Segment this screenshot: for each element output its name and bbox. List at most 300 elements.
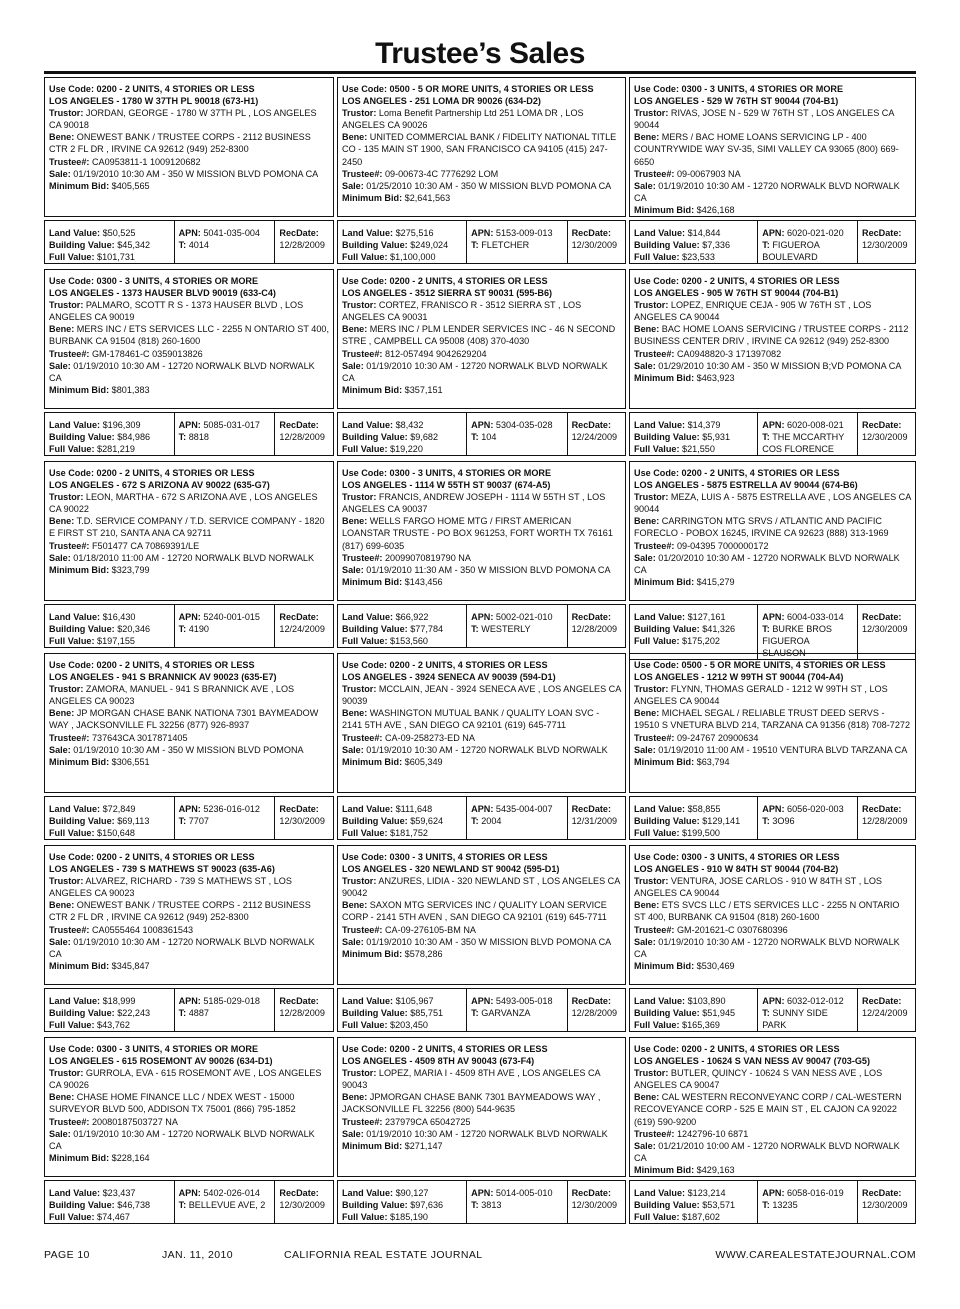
address-line: LOS ANGELES - 320 NEWLAND ST 90042 (595-D1) xyxy=(342,864,560,875)
field-label: T: xyxy=(471,1008,479,1018)
building-value: $5,931 xyxy=(702,432,731,442)
trustor-line xyxy=(49,875,329,899)
sale-line xyxy=(634,936,911,960)
trustee-line xyxy=(49,732,329,744)
trustee-line xyxy=(49,540,329,552)
building-value: $20,346 xyxy=(117,624,151,634)
apn-value: 5493-005-018 xyxy=(495,996,553,1006)
apn-value: 5236-016-012 xyxy=(203,804,260,814)
trustee-line xyxy=(634,924,911,936)
trustor-line xyxy=(634,1067,911,1091)
recdate-value: 12/28/2009 xyxy=(571,1008,618,1018)
trustee-value: CA0555464 1008361543 xyxy=(91,924,194,935)
field-label: Land Value: xyxy=(634,228,686,238)
field-label: Bene: xyxy=(634,1092,660,1103)
field-label: Sale: xyxy=(634,936,656,947)
listing-details xyxy=(44,269,334,409)
tract-value: 104 xyxy=(481,432,497,442)
use-code-line xyxy=(634,1043,911,1055)
sale-value: 01/18/2010 11:00 AM - 12720 NORWALK BLVD NORWALK xyxy=(73,552,315,563)
min-bid-value: $463,923 xyxy=(696,372,735,383)
apn-column xyxy=(758,605,858,659)
use-code-value: 0200 - 2 UNITS, 4 STORIES OR LESS xyxy=(96,84,255,94)
valuation-box xyxy=(629,412,916,456)
bene-value: WELLS FARGO HOME MTG / FIRST AMERICAN LOANSTAR TRUSTE - PO BOX 961253, FORT WORTH TX 76161 (817) 699-6035 xyxy=(342,516,613,551)
field-label: APN: xyxy=(471,612,494,622)
field-label: APN: xyxy=(762,804,785,814)
address-line: LOS ANGELES - 1373 HAUSER BLVD 90019 (633-C4) xyxy=(49,288,276,299)
bene-line xyxy=(634,131,911,167)
apn-column xyxy=(175,797,276,839)
recdate-value: 12/30/2009 xyxy=(571,240,618,250)
use-code-value: 0200 - 2 UNITS, 4 STORIES OR LESS xyxy=(96,468,255,478)
building-value: $129,141 xyxy=(702,816,741,826)
use-code-value: 0200 - 2 UNITS, 4 STORIES OR LESS xyxy=(96,852,255,862)
listing-details xyxy=(629,1037,916,1177)
trustee-value: 20099070819790 NA xyxy=(384,552,471,563)
use-code-line xyxy=(634,275,911,287)
min-bid-value: $429,163 xyxy=(696,1164,735,1175)
apn-column xyxy=(175,221,276,263)
field-label: T: xyxy=(471,1200,479,1210)
field-label: Trustor: xyxy=(49,492,84,503)
bene-line xyxy=(634,1091,911,1127)
field-label: T: xyxy=(178,1008,187,1018)
issue-date: JAN. 11, 2010 xyxy=(162,1249,233,1261)
sale-line xyxy=(49,936,329,960)
listing-cell xyxy=(337,461,626,651)
recdate-column xyxy=(568,797,625,839)
trustor-value: LEON, MARTHA - 672 S ARIZONA AVE , LOS ANGELES CA 90022 xyxy=(49,492,318,515)
field-label: Trustor: xyxy=(342,876,377,887)
field-label: T: xyxy=(471,816,479,826)
listing-details xyxy=(44,77,334,217)
field-label: Minimum Bid: xyxy=(342,384,403,395)
recdate-column xyxy=(858,797,915,839)
field-label: APN: xyxy=(762,228,785,238)
address-line: LOS ANGELES - 529 W 76TH ST 90044 (704-B1) xyxy=(634,96,839,107)
tract-value: BELLEVUE AVE, 2 xyxy=(188,1200,266,1210)
bene-line xyxy=(634,515,911,539)
land-value: $123,214 xyxy=(687,1188,726,1198)
values-column xyxy=(45,989,175,1031)
land-value: $196,309 xyxy=(102,420,141,430)
trustor-line xyxy=(49,683,329,707)
trustee-line xyxy=(634,168,911,180)
trustee-line xyxy=(634,540,911,552)
valuation-box xyxy=(44,220,334,264)
valuation-box xyxy=(629,220,916,264)
field-label: Bene: xyxy=(342,324,368,335)
bene-line xyxy=(342,323,621,347)
field-label: Land Value: xyxy=(634,804,686,814)
values-column xyxy=(338,605,467,647)
apn-value: 6032-012-012 xyxy=(787,996,844,1006)
field-label: Bene: xyxy=(342,516,368,527)
field-label: APN: xyxy=(178,228,201,238)
min-bid-value: $415,279 xyxy=(696,576,735,587)
trustor-value: LOPEZ, ENRIQUE CEJA - 905 W 76TH ST , LOS ANGELES CA 90044 xyxy=(634,300,872,323)
min-bid-line xyxy=(49,1152,329,1164)
trustor-value: MCCLAIN, JEAN - 3924 SENECA AVE , LOS ANGELES CA 90039 xyxy=(342,684,621,707)
land-value: $58,855 xyxy=(687,804,721,814)
use-code-value: 0300 - 3 UNITS, 4 STORIES OR MORE xyxy=(96,276,259,286)
field-label: Sale: xyxy=(49,552,71,563)
min-bid-value: $357,151 xyxy=(404,384,443,395)
full-value: $281,219 xyxy=(97,444,135,454)
field-label: Sale: xyxy=(342,564,364,575)
field-label: RecDate: xyxy=(279,228,319,238)
address-line: LOS ANGELES - 251 LOMA DR 90026 (634-D2) xyxy=(342,96,541,107)
trustor-line xyxy=(634,491,911,515)
field-label: Use Code: xyxy=(49,660,94,670)
field-label: Building Value: xyxy=(49,432,115,442)
recdate-column xyxy=(858,989,915,1031)
field-label: APN: xyxy=(762,420,785,430)
recdate-value: 12/31/2009 xyxy=(571,816,618,826)
use-code-line xyxy=(49,1043,329,1055)
field-label: Full Value: xyxy=(342,1212,388,1222)
land-value: $90,127 xyxy=(395,1188,429,1198)
land-value: $16,430 xyxy=(102,612,136,622)
field-label: Trustee#: xyxy=(342,552,383,563)
values-column xyxy=(338,1181,467,1223)
trustee-value: CA0948820-3 171397082 xyxy=(676,348,782,359)
tract-value: 7707 xyxy=(188,816,209,826)
use-code-value: 0200 - 2 UNITS, 4 STORIES OR LESS xyxy=(389,1044,548,1054)
field-label: Full Value: xyxy=(49,252,95,262)
field-label: Use Code: xyxy=(634,468,679,478)
address-line: LOS ANGELES - 1114 W 55TH ST 90037 (674-A5) xyxy=(342,480,551,491)
field-label: Land Value: xyxy=(634,612,686,622)
full-value: $203,450 xyxy=(390,1020,428,1030)
values-column xyxy=(630,797,758,839)
field-label: Trustor: xyxy=(342,684,377,695)
sale-value: 01/25/2010 10:30 AM - 350 W MISSION BLVD POMONA CA xyxy=(366,180,612,191)
field-label: Building Value: xyxy=(634,1200,700,1210)
field-label: Sale: xyxy=(634,360,656,371)
values-column xyxy=(630,989,758,1031)
trustor-line xyxy=(49,491,329,515)
listing-details xyxy=(629,77,916,217)
sale-value: 01/19/2010 10:30 AM - 12720 NORWALK BLVD NORWALK xyxy=(366,1128,608,1139)
field-label: Trustee#: xyxy=(342,168,383,179)
use-code-line xyxy=(49,275,329,287)
building-value: $41,326 xyxy=(702,624,736,634)
field-label: Trustee#: xyxy=(49,540,90,551)
bene-value: ONEWEST BANK / TRUSTEE CORPS - 2112 BUSINESS CTR 2 FL DR , IRVINE CA 92612 (949) 252-8300 xyxy=(49,132,311,155)
trustee-line xyxy=(342,168,621,180)
address-line: LOS ANGELES - 910 W 84TH ST 90044 (704-B2) xyxy=(634,864,839,875)
recdate-value: 12/28/2009 xyxy=(279,432,325,442)
field-label: RecDate: xyxy=(279,996,319,1006)
land-value: $105,967 xyxy=(395,996,434,1006)
bene-line xyxy=(634,707,911,731)
trustee-value: 09-04395 7000000172 xyxy=(676,540,769,551)
field-label: Bene: xyxy=(49,516,75,527)
field-label: Trustor: xyxy=(342,300,377,311)
full-value: $74,467 xyxy=(97,1212,130,1222)
field-label: Trustor: xyxy=(634,684,669,695)
address-line: LOS ANGELES - 3512 SIERRA ST 90031 (595-B6) xyxy=(342,288,553,299)
field-label: T: xyxy=(178,1200,187,1210)
min-bid-value: $2,641,563 xyxy=(404,192,451,203)
field-label: Use Code: xyxy=(634,276,679,286)
field-label: Use Code: xyxy=(634,660,679,670)
sale-line xyxy=(49,744,329,756)
building-value: $77,784 xyxy=(410,624,444,634)
land-value: $8,432 xyxy=(395,420,424,430)
field-label: Building Value: xyxy=(49,1200,115,1210)
use-code-value: 0500 - 5 OR MORE UNITS, 4 STORIES OR LESS xyxy=(389,84,594,94)
bene-value: JP MORGAN CHASE BANK NATIONA 7301 BAYMEADOW WAY , JACKSONVILLE FL 32256 (877) 926-8937 xyxy=(49,708,319,731)
use-code-value: 0300 - 3 UNITS, 4 STORIES OR MORE xyxy=(681,84,844,94)
sale-value: 01/19/2010 10:30 AM - 350 W MISSION BLVD POMONA CA xyxy=(73,168,319,179)
sale-value: 01/19/2010 10:30 AM - 12720 NORWALK BLVD NORWALK CA xyxy=(342,360,608,383)
listing-cell xyxy=(44,653,334,843)
land-value: $127,161 xyxy=(687,612,726,622)
values-column xyxy=(630,413,758,455)
field-label: Minimum Bid: xyxy=(634,756,695,767)
sale-value: 01/19/2010 10:30 AM - 350 W MISSION BLVD POMONA CA xyxy=(366,936,612,947)
recdate-column xyxy=(858,605,915,659)
field-label: Trustor: xyxy=(342,108,377,119)
field-label: Minimum Bid: xyxy=(634,372,695,383)
tract-value: 4190 xyxy=(188,624,209,634)
listing-details xyxy=(44,1037,334,1177)
trustee-value: 1242796-10 6871 xyxy=(676,1128,749,1139)
recdate-column xyxy=(275,605,333,647)
address-line: LOS ANGELES - 10624 S VAN NESS AV 90047 (703-G5) xyxy=(634,1056,871,1067)
field-label: Trustor: xyxy=(634,1068,669,1079)
min-bid-value: $228,164 xyxy=(111,1152,150,1163)
full-value: $199,500 xyxy=(682,828,720,838)
field-label: Bene: xyxy=(342,132,368,143)
recdate-value: 12/30/2009 xyxy=(862,240,908,250)
address-line: LOS ANGELES - 3924 SENECA AV 90039 (594-D1) xyxy=(342,672,556,683)
sale-value: 01/19/2010 10:30 AM - 12720 NORWALK BLVD NORWALK CA xyxy=(634,936,900,959)
min-bid-value: $63,794 xyxy=(696,756,730,767)
field-label: Minimum Bid: xyxy=(49,564,110,575)
land-value: $72,849 xyxy=(102,804,136,814)
apn-column xyxy=(758,1181,858,1223)
field-label: Use Code: xyxy=(342,84,387,94)
full-value: $21,550 xyxy=(682,444,715,454)
field-label: Minimum Bid: xyxy=(634,204,695,215)
values-column xyxy=(630,1181,758,1223)
field-label: Building Value: xyxy=(342,1200,408,1210)
recdate-value: 12/30/2009 xyxy=(279,1200,325,1210)
bene-value: JPMORGAN CHASE BANK 7301 BAYMEADOWS WAY , JACKSONVILLE FL 32256 (800) 544-9635 xyxy=(342,1092,601,1115)
sale-line xyxy=(634,744,911,756)
field-label: Land Value: xyxy=(49,996,101,1006)
tract-value: SUNNY SIDE PARK xyxy=(762,1008,828,1030)
sale-line xyxy=(634,180,911,204)
building-value: $51,945 xyxy=(702,1008,736,1018)
building-value: $53,571 xyxy=(702,1200,736,1210)
apn-value: 5435-004-007 xyxy=(495,804,553,814)
bene-value: MICHAEL SEGAL / RELIABLE TRUST DEED SERVS - 19510 S VNETURA BLVD 214, TARZANA CA 91356 (818) 708-7272 xyxy=(634,708,910,731)
trustee-value: 237979CA 65042725 xyxy=(384,1116,471,1127)
land-value: $103,890 xyxy=(687,996,726,1006)
values-column xyxy=(45,605,175,647)
sale-line xyxy=(342,360,621,384)
min-bid-value: $143,456 xyxy=(404,576,443,587)
listing-details xyxy=(44,461,334,601)
listing-details xyxy=(337,653,626,793)
field-label: T: xyxy=(762,1200,770,1210)
apn-column xyxy=(467,989,567,1031)
trustor-line xyxy=(342,107,621,131)
trustor-line xyxy=(342,683,621,707)
field-label: RecDate: xyxy=(862,804,902,814)
min-bid-value: $345,847 xyxy=(111,960,150,971)
field-label: T: xyxy=(762,1008,770,1018)
trustor-line xyxy=(634,107,911,131)
sale-value: 01/19/2010 11:30 AM - 350 W MISSION BLVD POMONA CA xyxy=(366,564,611,575)
field-label: Full Value: xyxy=(634,828,680,838)
field-label: Trustee#: xyxy=(342,348,383,359)
bene-line xyxy=(634,323,911,347)
field-label: RecDate: xyxy=(571,612,611,622)
full-value: $197,155 xyxy=(97,636,135,646)
field-label: Sale: xyxy=(49,360,71,371)
field-label: Bene: xyxy=(342,1092,368,1103)
field-label: Use Code: xyxy=(49,468,94,478)
sale-line xyxy=(634,360,911,372)
field-label: Bene: xyxy=(634,324,660,335)
field-label: Bene: xyxy=(49,132,75,143)
field-label: Trustee#: xyxy=(634,540,675,551)
tract-value: 13235 xyxy=(772,1200,798,1210)
trustor-value: ANZURES, LIDIA - 320 NEWLAND ST , LOS ANGELES CA 90042 xyxy=(342,876,620,899)
field-label: Land Value: xyxy=(49,228,101,238)
recdate-column xyxy=(568,221,625,263)
apn-value: 5153-009-013 xyxy=(495,228,553,238)
apn-column xyxy=(758,413,858,455)
field-label: Land Value: xyxy=(634,1188,686,1198)
field-label: Full Value: xyxy=(49,444,95,454)
sale-value: 01/19/2010 10:30 AM - 12720 NORWALK BLVD NORWALK CA xyxy=(49,360,315,383)
recdate-column xyxy=(858,413,915,455)
values-column xyxy=(338,221,467,263)
values-column xyxy=(45,1181,175,1223)
bene-value: ETS SVCS LLC / ETS SERVICES LLC - 2255 N ONTARIO ST 400, BURBANK CA 91504 (818) 260-1600 xyxy=(634,900,900,923)
valuation-box xyxy=(337,1180,626,1224)
sale-value: 01/20/2010 10:30 AM - 12720 NORWALK BLVD NORWALK CA xyxy=(634,552,900,575)
valuation-box xyxy=(337,988,626,1032)
valuation-box xyxy=(44,412,334,456)
min-bid-line xyxy=(634,576,911,588)
trustee-line xyxy=(342,1116,621,1128)
recdate-column xyxy=(568,413,625,455)
bene-line xyxy=(342,899,621,923)
field-label: Building Value: xyxy=(634,432,700,442)
bene-value: T.D. SERVICE COMPANY / T.D. SERVICE COMPANY - 1820 E FIRST ST 210, SANTA ANA CA 92711 xyxy=(49,516,325,539)
valuation-box xyxy=(44,1180,334,1224)
sale-line xyxy=(342,564,621,576)
listing-details xyxy=(629,653,916,793)
field-label: Bene: xyxy=(634,516,660,527)
address-line: LOS ANGELES - 615 ROSEMONT AV 90026 (634-D1) xyxy=(49,1056,273,1067)
sale-line xyxy=(634,552,911,576)
bene-value: ONEWEST BANK / TRUSTEE CORPS - 2112 BUSINESS CTR 2 FL DR , IRVINE CA 92612 (949) 252-8300 xyxy=(49,900,311,923)
recdate-value: 12/28/2009 xyxy=(571,624,618,634)
apn-value: 6020-021-020 xyxy=(787,228,844,238)
bene-value: CAL WESTERN RECONVEYANC CORP / CAL-WESTERN RECOVEYANCE CORP - 525 E MAIN ST , EL CAJON CA 92022 (619) 590-9200 xyxy=(634,1092,902,1127)
use-code-line xyxy=(634,851,911,863)
field-label: Bene: xyxy=(634,132,660,143)
field-label: Use Code: xyxy=(49,84,94,94)
min-bid-line xyxy=(634,1164,911,1176)
field-label: Bene: xyxy=(342,900,368,911)
field-label: RecDate: xyxy=(862,420,902,430)
field-label: Building Value: xyxy=(49,1008,115,1018)
field-label: Use Code: xyxy=(634,852,679,862)
trustee-line xyxy=(634,1128,911,1140)
field-label: Land Value: xyxy=(49,420,101,430)
listing-details xyxy=(629,269,916,409)
field-label: APN: xyxy=(178,804,201,814)
trustor-value: RIVAS, JOSE N - 529 W 76TH ST , LOS ANGELES CA 90044 xyxy=(634,108,894,131)
field-label: RecDate: xyxy=(279,612,319,622)
recdate-value: 12/30/2009 xyxy=(279,816,325,826)
trustor-value: CORTEZ, FRANISCO R - 3512 SIERRA ST , LOS ANGELES CA 90031 xyxy=(342,300,582,323)
apn-value: 5240-001-015 xyxy=(203,612,260,622)
field-label: Bene: xyxy=(49,1092,75,1103)
field-label: Trustee#: xyxy=(342,924,383,935)
trustor-line xyxy=(49,299,329,323)
tract-value: 3813 xyxy=(481,1200,502,1210)
listing-details xyxy=(44,845,334,985)
listing-details xyxy=(337,1037,626,1177)
field-label: Trustor: xyxy=(49,876,84,887)
apn-column xyxy=(467,605,567,647)
trustor-value: GURROLA, EVA - 615 ROSEMONT AVE , LOS ANGELES CA 90026 xyxy=(49,1068,322,1091)
full-value: $101,731 xyxy=(97,252,135,262)
field-label: Land Value: xyxy=(634,420,686,430)
full-value: $181,752 xyxy=(390,828,428,838)
min-bid-value: $801,383 xyxy=(111,384,150,395)
min-bid-line xyxy=(634,756,911,768)
bene-value: UNITED COMMERCIAL BANK / FIDELITY NATIONAL TITLE CO - 135 MAIN ST 1900, SAN FRANCISCO CA 94105 (415) 247-2450 xyxy=(342,132,617,167)
use-code-value: 0200 - 2 UNITS, 4 STORIES OR LESS xyxy=(389,276,548,286)
recdate-column xyxy=(568,989,625,1031)
use-code-value: 0200 - 2 UNITS, 4 STORIES OR LESS xyxy=(96,660,255,670)
field-label: Full Value: xyxy=(342,828,388,838)
sale-value: 01/21/2010 10:00 AM - 12720 NORWALK BLVD NORWALK CA xyxy=(634,1140,900,1163)
use-code-line xyxy=(342,851,621,863)
min-bid-line xyxy=(342,1140,621,1152)
field-label: Full Value: xyxy=(634,444,680,454)
bene-line xyxy=(49,899,329,923)
field-label: T: xyxy=(178,816,187,826)
trustee-value: 09-0067903 NA xyxy=(676,168,741,179)
sale-value: 01/19/2010 10:30 AM - 12720 NORWALK BLVD NORWALK CA xyxy=(634,180,900,203)
field-label: Trustee#: xyxy=(634,168,675,179)
field-label: Full Value: xyxy=(49,828,95,838)
values-column xyxy=(630,605,758,659)
field-label: Trustor: xyxy=(49,300,84,311)
trustee-value: CA-09-258273-ED NA xyxy=(384,732,475,743)
apn-column xyxy=(467,413,567,455)
recdate-value: 12/24/2009 xyxy=(571,432,618,442)
field-label: Trustee#: xyxy=(49,156,90,167)
min-bid-line xyxy=(49,384,329,396)
page-number: PAGE 10 xyxy=(44,1249,90,1261)
use-code-line xyxy=(49,851,329,863)
field-label: T: xyxy=(762,624,770,634)
